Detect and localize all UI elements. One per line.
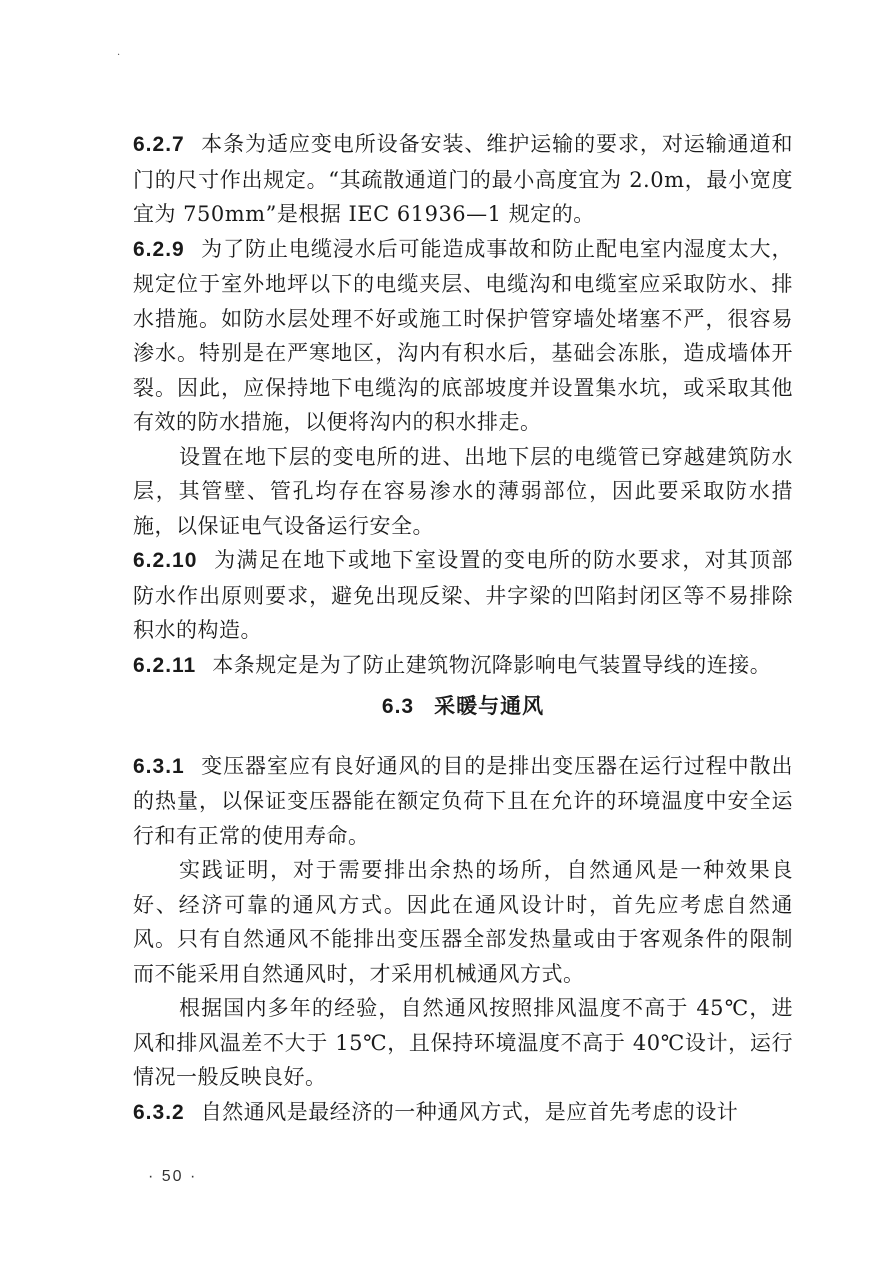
clause-text: 变压器室应有良好通风的目的是排出变压器在运行过程中散出的热量，以保证变压器能在额定负荷下且在允许的环境温度中安全运行和有正常的使用寿命。 [133,753,793,848]
clause-6-2-9 [133,232,793,440]
paragraph-temperature-criteria [133,991,793,1095]
section-heading [133,689,793,725]
clause-6-2-11 [133,648,793,684]
clause-number: 6.2.11 [133,653,197,677]
clause-text: 本条规定是为了防止建筑物沉降影响电气装置导线的连接。 [212,652,772,677]
clause-number: 6.2.9 [133,237,185,261]
document-body [133,127,793,1130]
paragraph-natural-ventilation [133,853,793,991]
clause-6-2-7 [133,127,793,232]
clause-number: 6.2.7 [133,133,185,156]
clause-number: 6.3.1 [133,754,185,778]
section-title: 采暖与通风 [434,693,545,718]
paragraph-underground-cable [133,440,793,544]
clause-6-2-10 [133,543,793,648]
paragraph-text: 实践证明，对于需要排出余热的场所，自然通风是一种效果良好、经济可靠的通风方式。因此在通风设计时，首先应考虑自然通风。只有自然通风不能排出变压器全部发热量或由于客观条件的限制而不能采用自然通风时，才采用机械通风方式。 [133,858,793,986]
clause-6-3-2 [133,1095,793,1131]
clause-text: 为满足在地下或地下室设置的变电所的防水要求，对其顶部防水作出原则要求，避免出现反梁、井字梁的凹陷封闭区等不易排除积水的构造。 [133,548,793,642]
paragraph-text: 根据国内多年的经验，自然通风按照排风温度不高于 45℃，进风和排风温差不大于 15℃，且保持环境温度不高于 40℃设计，运行情况一般反映良好。 [133,996,793,1089]
clause-text: 为了防止电缆浸水后可能造成事故和防止配电室内湿度太大，规定位于室外地坪以下的电缆夹层、电缆沟和电缆室应采取防水、排水措施。如防水层处理不好或施工时保护管穿墙处堵塞不严，很容易渗水。特别是在严寒地区，沟内有积水后，基础会冻胀，造成墙体开裂。因此，应保持地下电缆沟的底部坡度并设置集水坑，或采取其他有效的防水措施，以便将沟内的积水排走。 [133,236,793,434]
clause-text: 本条为适应变电所设备安装、维护运输的要求，对运输通道和门的尺寸作出规定。“其疏散通道门的最小高度宜为 2.0m，最小宽度宜为 750mm”是根据 IEC 61936—1 规定的。 [133,132,793,226]
paragraph-text: 设置在地下层的变电所的进、出地下层的电缆管已穿越建筑防水层，其管壁、管孔均存在容易渗水的薄弱部位，因此要采取防水措施，以保证电气设备运行安全。 [133,444,793,538]
section-number: 6.3 [381,695,415,718]
clause-number: 6.2.10 [133,549,198,572]
clause-number: 6.3.2 [133,1100,185,1124]
clause-text: 自然通风是最经济的一种通风方式，是应首先考虑的设计 [200,1099,739,1124]
corner-mark: · [117,50,121,61]
page-number: · 50 · [148,1168,198,1185]
clause-6-3-1 [133,749,793,854]
